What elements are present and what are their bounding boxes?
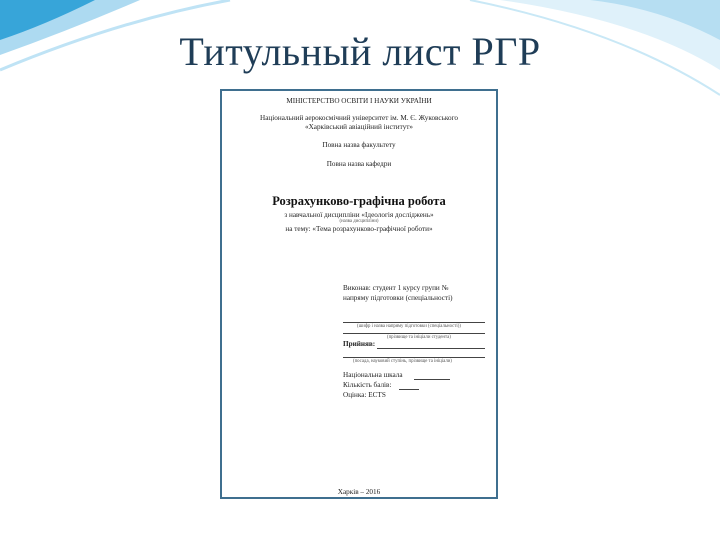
department-name: Повна назва кафедри: [326, 160, 392, 168]
faculty-name: Повна назва факультету: [322, 141, 396, 149]
student-line1: Виконав: студент 1 курсу групи №: [343, 284, 449, 292]
student-name-caption: (прізвище та ініціали студента): [387, 335, 451, 340]
specialty-underline: [343, 322, 485, 323]
ects-grade-label: Оцінка: ECTS: [343, 391, 386, 399]
topic-line: на тему: «Тема розрахунково-графічної роботи»: [285, 225, 433, 233]
accepted-label: Прийняв:: [343, 340, 376, 348]
supervisor-caption: (посада, науковий ступінь, прізвище та ініціали): [353, 359, 452, 364]
national-scale-underline: [414, 379, 450, 380]
university-name-line2: «Харківський авіаційний інститут»: [304, 123, 414, 131]
title-page-document: [220, 89, 498, 499]
student-name-underline: [343, 333, 485, 334]
supervisor-underline: [377, 348, 485, 349]
work-title: Розрахунково-графічна робота: [272, 194, 446, 208]
points-label: Кількість балів:: [343, 381, 392, 389]
specialty-caption: (шифр і назва напряму підготовки (спеціальності)): [357, 324, 461, 329]
supervisor-underline-2: [343, 357, 485, 358]
student-line2: напряму підготовки (спеціальності): [343, 294, 453, 302]
national-scale-label: Національна шкала: [343, 371, 403, 379]
discipline-line: з навчальної дисципліни «Ідеологія досліджень»: [284, 211, 434, 219]
ministry-header: МІНІСТЕРСТВО ОСВІТИ І НАУКИ УКРАЇНИ: [286, 97, 432, 105]
discipline-caption: (назва дисципліни): [339, 219, 379, 224]
slide-title: Титульный лист РГР: [179, 29, 541, 74]
university-name-line1: Національний аерокосмічний університет ім. М. Є. Жуковського: [260, 114, 458, 122]
points-underline: [399, 389, 419, 390]
city-year: Харків – 2016: [337, 488, 381, 496]
